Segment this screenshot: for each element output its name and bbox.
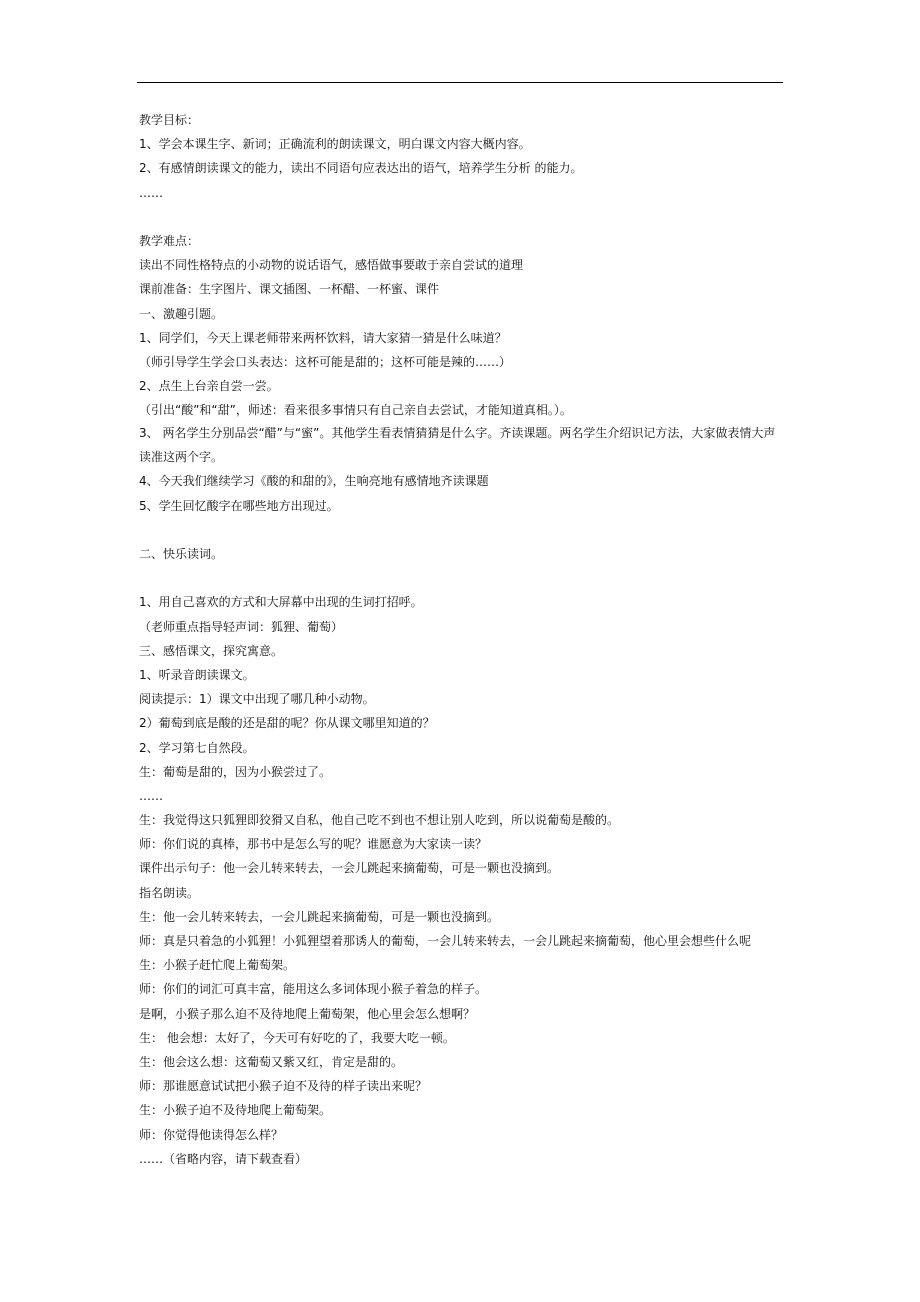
section-heading: 三、感悟课文，探究寓意。: [139, 643, 284, 658]
text-line: （老师重点指导轻声词：狐狸、葡萄）: [139, 619, 344, 634]
text-line: 是啊，小猴子那么迫不及待地爬上葡萄架，他心里会怎么想啊？: [139, 1006, 476, 1021]
text-line: ……（省略内容，请下载查看）: [139, 1151, 308, 1166]
text-paragraph: 3、 两名学生分别品尝“醋”与“蜜”。其他学生看表情猜猜是什么字。齐读课题。两名学生介绍识记方法，大家做表情大声读准这两个字。: [139, 426, 776, 464]
text-line: 2、学习第七自然段。: [139, 740, 255, 755]
text-line: 师：真是只着急的小狐狸！小狐狸望着那诱人的葡萄，一会儿转来转去，一会儿跳起来摘葡萄，他心里会想些什么呢: [139, 934, 752, 948]
text-line: 生：小猴子迫不及待地爬上葡萄架。: [139, 1103, 332, 1118]
section-heading: 一、激趣引题。: [139, 306, 224, 321]
text-line: ……: [139, 788, 163, 803]
text-line: 指名朗读。: [139, 885, 200, 900]
text-line: （引出“酸”和“甜”，师述：看来很多事情只有自己亲自去尝试，才能知道真相。）。: [139, 403, 572, 418]
text-line: 生：我觉得这只狐狸即狡猾又自私，他自己吃不到也不想让别人吃到，所以说葡萄是酸的。: [139, 813, 620, 828]
text-line: 2、有感情朗读课文的能力，读出不同语句应表达出的语气，培养学生分析 的能力。: [139, 161, 583, 176]
text-line: 课件出示句子：他一会儿转来转去，一会儿跳起来摘葡萄，可是一颗也没摘到。: [139, 861, 560, 876]
text-line: 生： 他会想：太好了，今天可有好吃的了，我要大吃一顿。: [139, 1030, 455, 1045]
section-heading: 二、快乐读词。: [139, 547, 224, 561]
text-line: 教学目标：: [139, 113, 200, 127]
text-line: 1、听录音朗读课文。: [139, 667, 255, 682]
header-rule: [137, 82, 783, 83]
text-line: 2）葡萄到底是酸的还是甜的呢？你从课文哪里知道的？: [139, 716, 435, 731]
blank-line: [139, 209, 799, 225]
blank-line: [139, 570, 799, 586]
text-line: ……: [139, 185, 163, 200]
text-line: 师：你们说的真棒，那书中是怎么写的呢？谁愿意为大家读一读？: [139, 837, 488, 852]
text-line: 1、学会本课生字、新词；正确流利的朗读课文，明白课文内容大概内容。: [139, 137, 531, 152]
text-line: 阅读提示：1）课文中出现了哪几种小动物。: [139, 692, 375, 707]
text-line: 课前准备：生字图片、课文插图、一杯醋、一杯蜜、课件: [139, 282, 440, 297]
text-line: 师：那谁愿意试试把小猴子迫不及待的样子读出来呢？: [139, 1079, 428, 1094]
text-line: 生：他会这么想：这葡萄又紫又红，肯定是甜的。: [139, 1054, 404, 1069]
text-line: 4、今天我们继续学习《酸的和甜的》，生响亮地有感情地齐读课题: [139, 474, 489, 489]
text-line: 1、同学们，今天上课老师带来两杯饮料，请大家猜一猜是什么味道？: [139, 330, 507, 345]
text-line: 读出不同性格特点的小动物的说话语气，感悟做事要敢于亲自尝试的道理: [139, 258, 524, 273]
text-line: 2、点生上台亲自尝一尝。: [139, 379, 279, 394]
text-line: （师引导学生学会口头表达：这杯可能是甜的；这杯可能是辣的……）: [139, 354, 512, 369]
text-line: 生：葡萄是甜的，因为小猴尝过了。: [139, 764, 332, 779]
text-line: 师：你们的词汇可真丰富，能用这么多词体现小猴子着急的样子。: [139, 982, 488, 997]
text-line: 生：小猴子赶忙爬上葡萄架。: [139, 958, 296, 973]
text-line: 1、用自己喜欢的方式和大屏幕中出现的生词打招呼。: [139, 595, 423, 610]
blank-line: [139, 522, 799, 538]
text-line: 生：他一会儿转来转去，一会儿跳起来摘葡萄，可是一颗也没摘到。: [139, 909, 500, 924]
text-line: 教学难点：: [139, 233, 200, 248]
lesson-plan-body: [139, 112, 799, 1175]
text-line: 师：你觉得他读得怎么样？: [139, 1127, 284, 1142]
text-line: 5、学生回忆酸字在哪些地方出现过。: [139, 498, 339, 513]
